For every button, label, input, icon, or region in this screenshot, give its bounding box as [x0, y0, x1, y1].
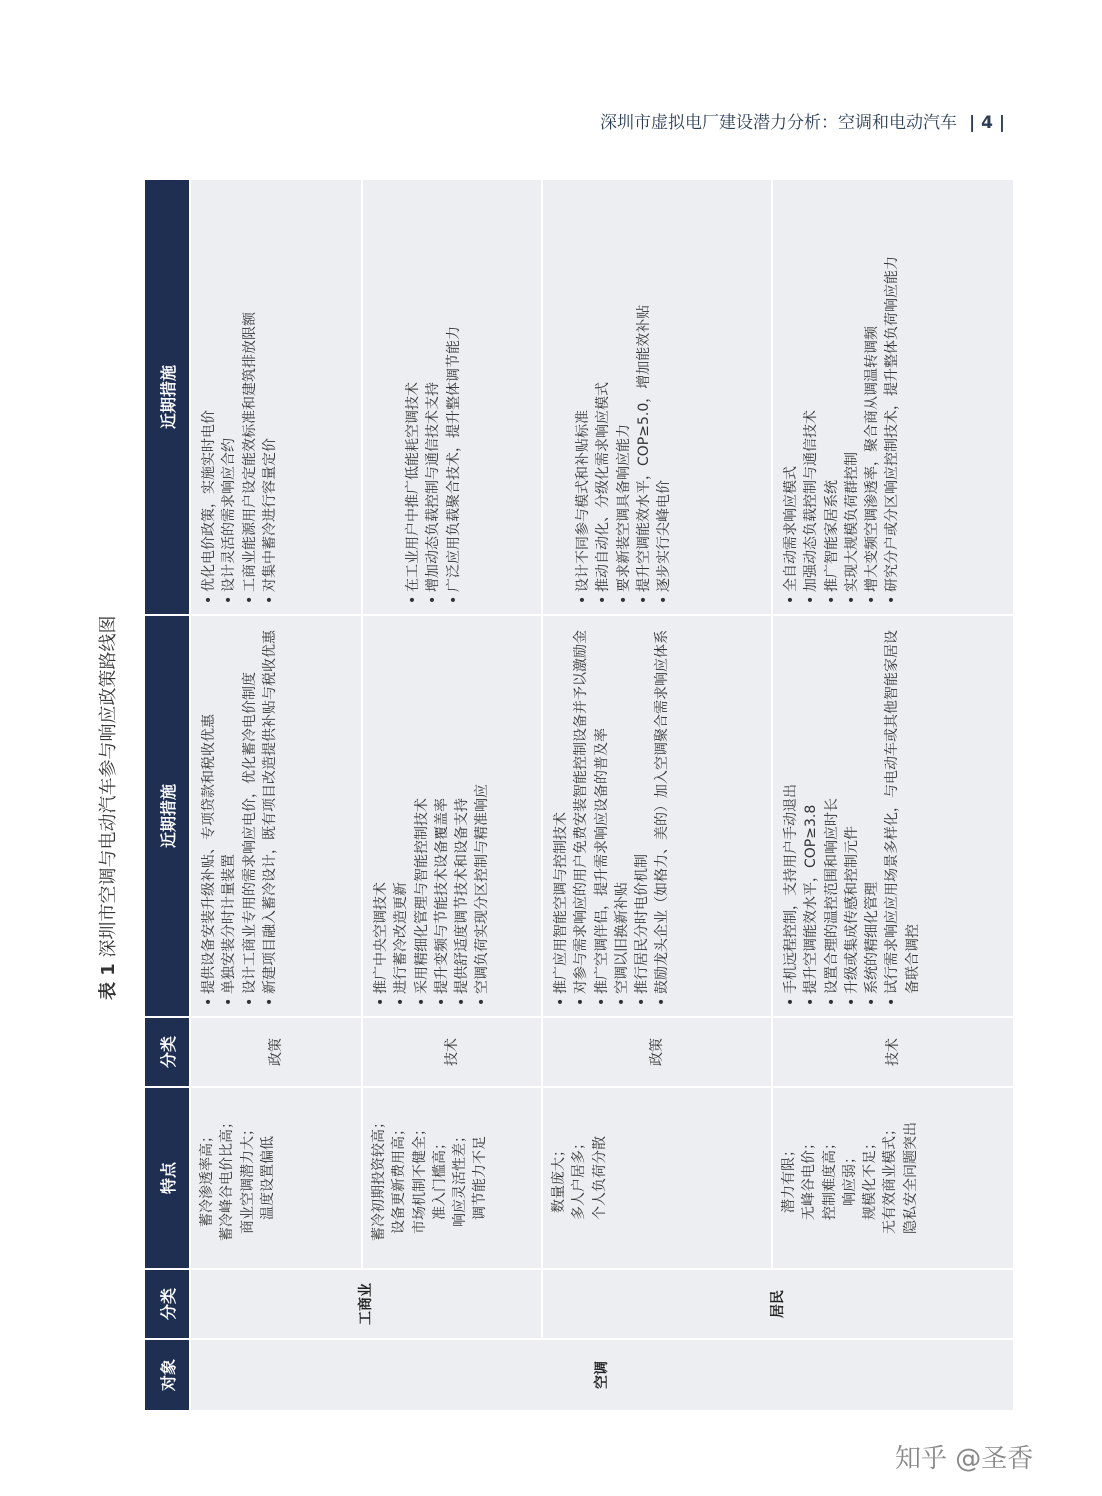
- measure-item: • 提升空调能效水平，COP≥3.8: [801, 626, 821, 994]
- measure-item: • 采用精细化管理与智能控制技术: [412, 626, 432, 994]
- trait-text: 潜力有限；: [781, 1143, 797, 1213]
- measures-residential-tech: [773, 616, 1013, 1016]
- category-cell: 技术: [363, 1018, 541, 1086]
- object-cell: 空调: [191, 1340, 1013, 1410]
- trait-text: 控制难度高；: [821, 1136, 838, 1220]
- trait-text: 多人户居多；: [571, 1136, 588, 1220]
- measure-item: • 推广应用智能空调与控制技术: [551, 626, 571, 994]
- traits-residential-2: [773, 1088, 1013, 1268]
- category-cell: 政策: [191, 1018, 361, 1086]
- trait-text: 市场机制不健全；: [411, 1122, 428, 1234]
- traits-residential-1: [543, 1088, 771, 1268]
- measure-item: • 对参与需求响应的用户免费安装智能控制设备并予以激励金: [571, 626, 591, 994]
- trait-text: 数量庞大；: [551, 1143, 567, 1213]
- measure-item: • 设计灵活的需求响应合约: [219, 190, 239, 592]
- measure-item: • 提供设备安装升级补贴、专项贷款和税收优惠: [199, 626, 219, 994]
- measure-item: • 提供舒适度调节技术和设备支持: [452, 626, 472, 994]
- measure-item: • 优化电价政策，实施实时电价: [199, 190, 219, 592]
- measure-item: • 设置合理的温控范围和响应时长: [822, 626, 842, 994]
- caption-text: 深圳市空调与电动汽车参与响应政策路线图: [98, 615, 119, 958]
- measure-item: • 单独安装分时计量装置: [219, 626, 239, 994]
- group-commercial: 工商业: [191, 1270, 541, 1338]
- measure-item: • 推广空调伴侣，提升需求响应设备的普及率: [592, 626, 612, 994]
- header-traits: 特点: [145, 1088, 189, 1268]
- caption-label: 表 1: [98, 963, 119, 1000]
- trait-text: 个人负荷分散: [591, 1136, 608, 1220]
- measure-item: • 全自动需求响应模式: [781, 190, 801, 592]
- trait-text: 无峰谷电价；: [801, 1136, 818, 1220]
- measure-item: • 设计工商业专用的需求响应电价，优化蓄冷电价制度: [240, 626, 260, 994]
- far-commercial-tech: [363, 180, 541, 614]
- measure-item: • 广泛应用负载聚合技术，提升整体调节能力: [444, 190, 464, 592]
- measures-commercial-tech: [363, 616, 541, 1016]
- header-category: 分类: [145, 1018, 189, 1086]
- header-title: 深圳市虚拟电厂建设潜力分析：空调和电动汽车: [600, 113, 957, 133]
- measures-residential-policy: [543, 616, 771, 1016]
- measure-item: • 手机远程控制，支持用户手动退出: [781, 626, 801, 994]
- trait-text: 温度设置偏低: [259, 1136, 276, 1220]
- measure-item: • 对集中蓄冷进行容量定价: [260, 190, 280, 592]
- trait-text: 设备更新费用高；: [391, 1122, 408, 1234]
- measure-item: • 推广中央空调技术: [371, 626, 391, 994]
- measure-item: • 系统的精细化管理: [862, 626, 882, 994]
- measure-item: • 工商业能源用户设定能效标准和建筑排放限额: [240, 190, 260, 592]
- traits-commercial-1: [191, 1088, 361, 1268]
- header-mid-measures: 近期措施: [145, 616, 189, 1016]
- far-residential-tech: [773, 180, 1013, 614]
- measure-item: • 新建项目融入蓄冷设计，既有项目改造提供补贴与税收优惠: [260, 626, 280, 994]
- table-caption: [94, 580, 120, 1000]
- measures-commercial-policy: [191, 616, 361, 1016]
- measure-item: • 升级或集成传感和控制元件: [842, 626, 862, 994]
- trait-text: 调节能力不足: [472, 1136, 489, 1220]
- trait-text: 蓄冷渗透率高；: [199, 1129, 215, 1227]
- far-residential-policy: [543, 180, 771, 614]
- measure-item: • 推动自动化、分级化需求响应模式: [593, 190, 613, 592]
- watermark: 知乎 @圣香: [895, 1444, 1034, 1474]
- measure-item: • 实现大规模负荷群控制: [842, 190, 862, 592]
- header-object: 对象: [145, 1340, 189, 1410]
- measure-item: • 加强动态负载控制与通信技术: [801, 190, 821, 592]
- page-number: | 4 |: [969, 113, 1006, 133]
- measure-item: • 试行需求响应应用场景多样化，与电动车或其他智能家居设备联合调控: [882, 626, 923, 994]
- measure-item: • 空调以旧换新补贴: [612, 626, 632, 994]
- measure-item: • 空调负荷实现分区控制与精准响应: [472, 626, 492, 994]
- header-group: 分类: [145, 1270, 189, 1338]
- measure-item: • 增大变频空调渗透率，聚合商从调温转调频: [862, 190, 882, 592]
- measure-item: • 设计不同参与模式和补贴标准: [573, 190, 593, 592]
- rotated-table: [145, 180, 1013, 1410]
- measure-item: • 在工业用户中推广低能耗空调技术: [403, 190, 423, 592]
- measure-item: • 推广智能家居系统: [822, 190, 842, 592]
- measure-item: • 要求新装空调具备响应能力: [614, 190, 634, 592]
- measure-item: • 鼓励龙头企业（如格力、美的）加入空调聚合需求响应体系: [652, 626, 672, 994]
- group-residential: 居民: [543, 1270, 1013, 1338]
- trait-text: 响应弱；: [841, 1150, 858, 1206]
- trait-text: 蓄冷初期投资较高；: [371, 1115, 387, 1241]
- trait-text: 无有效商业模式；: [882, 1122, 899, 1234]
- measure-item: • 逐步实行尖峰电价: [654, 190, 674, 592]
- policy-table: [145, 180, 1013, 1410]
- category-cell: 政策: [543, 1018, 771, 1086]
- measure-item: • 研究分户或分区响应控制技术，提升整体负荷响应能力: [882, 190, 902, 592]
- measure-item: • 提升空调能效水平，COP≥5.0，增加能效补贴: [634, 190, 654, 592]
- measure-item: • 增加动态负载控制与通信技术支持: [423, 190, 443, 592]
- trait-text: 规模化不足；: [862, 1136, 879, 1220]
- measure-item: • 提升变频与节能技术设备覆盖率: [432, 626, 452, 994]
- trait-text: 蓄冷峰谷电价比高；: [219, 1115, 236, 1241]
- trait-text: 隐私安全问题突出: [902, 1122, 919, 1234]
- measure-item: • 推行居民分时电价机制: [632, 626, 652, 994]
- traits-commercial-2: [363, 1088, 541, 1268]
- measure-item: • 进行蓄冷改造更新: [391, 626, 411, 994]
- far-commercial-policy: [191, 180, 361, 614]
- trait-text: 商业空调潜力大；: [239, 1122, 256, 1234]
- page-header: [600, 108, 1030, 133]
- trait-text: 响应灵活性差；: [452, 1129, 469, 1227]
- header-far-measures: 近期措施: [145, 180, 189, 614]
- trait-text: 准入门槛高；: [431, 1136, 448, 1220]
- category-cell: 技术: [773, 1018, 1013, 1086]
